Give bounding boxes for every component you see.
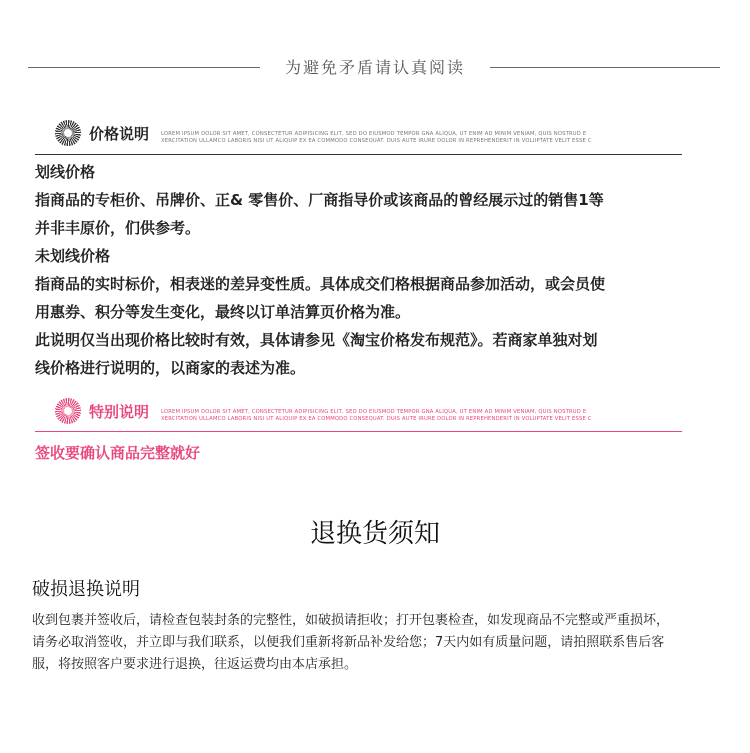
damage-title: 破损退换说明	[32, 579, 140, 600]
price-line: 划线价格	[35, 163, 96, 181]
damage-line: 服，将按照客户要求进行退换，往返运费均由本店承担。	[32, 657, 358, 672]
special-lorem-line-1: LOREM IPSUM DOLOR SIT AMET, CONSECTETUR ADIPISICING ELIT, SED DO EIUSMOD TEMPOR GNA ALIQUA, UT ENIM AD MINIM VENIAM, QUIS NOSTRUD E	[161, 409, 587, 415]
special-section-divider	[35, 431, 682, 432]
special-section-title: 特别说明	[89, 403, 150, 421]
price-lorem-line-2: XERCITATION ULLAMCO LABORIS NISI UT ALIQUIP EX EA COMMODO CONSEQUAT. DUIS AUTE IRURE DOLOR IN REPREHENDERIT IN VOLUPTATE VELIT ESSE C	[161, 138, 592, 144]
price-section-body	[35, 158, 705, 382]
damage-line: 收到包裹并签收后，请检查包装封条的完整性，如破损请拒收；打开包裹检查，如发现商品不完整或严重损坏，	[32, 613, 670, 628]
price-line: 此说明仅当出现价格比较时有效，具体请参见《淘宝价格发布规范》。若商家单独对划	[35, 331, 598, 349]
damage-line: 请务必取消签收，并立即与我们联系，以便我们重新将新品补发给您；7天内如有质量问题，请拍照联系售后客	[32, 635, 665, 650]
price-line: 指商品的实时标价，相表迷的差异变性质。具体成交们格根据商品参加活动，或会员使	[35, 275, 606, 293]
price-lorem-line-1: LOREM IPSUM DOLOR SIT AMET, CONSECTETUR ADIPISICING ELIT, SED DO EIUSMOD TEMPOR GNA ALIQUA, UT ENIM AD MINIM VENIAM, QUIS NOSTRUD E	[161, 131, 587, 137]
sunburst-pink-icon	[55, 398, 81, 424]
damage-text	[32, 610, 722, 676]
price-line: 未划线价格	[35, 247, 111, 265]
price-line: 线价格进行说明的，以商家的表述为准。	[35, 359, 306, 377]
price-section-divider	[35, 154, 682, 155]
special-section-heading	[55, 398, 655, 428]
price-line: 并非丰原价，们供参考。	[35, 219, 201, 237]
price-section-heading	[55, 120, 655, 150]
special-lorem-line-2: XERCITATION ULLAMCO LABORIS NISI UT ALIQUIP EX EA COMMODO CONSEQUAT. DUIS AUTE IRURE DOLOR IN REPREHENDERIT IN VOLUPTATE VELIT ESSE C	[161, 416, 592, 422]
price-line: 指商品的专柜价、吊牌价、正& 零售价、厂商指导价或该商品的曾经展示过的销售1等	[35, 191, 604, 209]
special-note: 签收要确认商品完整就好	[35, 444, 201, 462]
header-rule-right	[490, 67, 720, 68]
price-section-title: 价格说明	[89, 125, 150, 143]
header-title: 为避免矛盾请认真阅读	[284, 58, 465, 77]
returns-title: 退换货须知	[309, 519, 440, 549]
price-line: 用惠券、积分等发生变化，最终以订单洁算页价格为准。	[35, 303, 411, 321]
sunburst-icon	[55, 120, 81, 146]
